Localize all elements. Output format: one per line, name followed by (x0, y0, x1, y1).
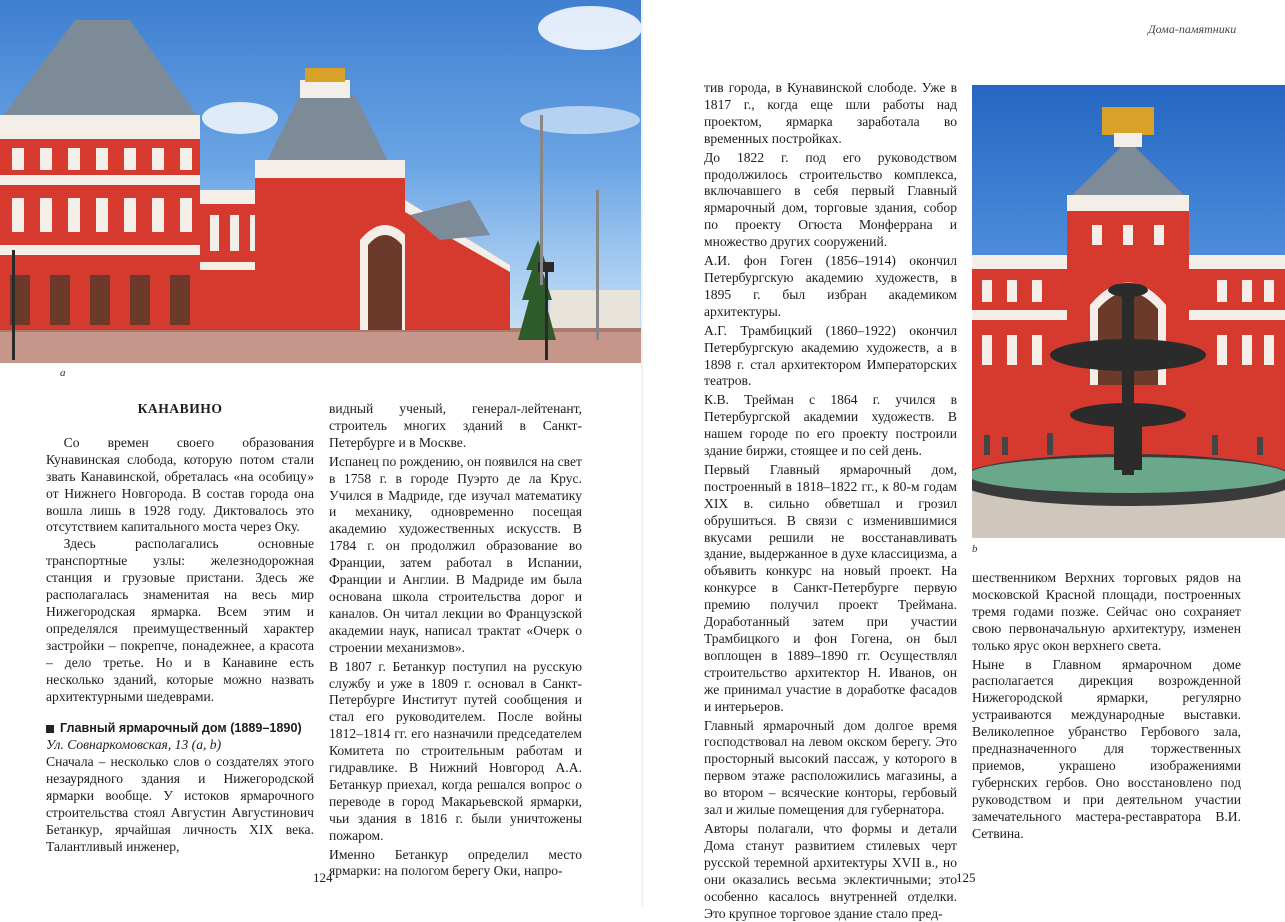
fair-house-panorama-illustration (0, 0, 642, 363)
bullet-square-icon (46, 725, 54, 733)
left-page-column-2 (329, 401, 582, 880)
section-heading: КАНАВИНО (137, 401, 223, 416)
fountain-and-fair-house-illustration (972, 85, 1285, 538)
paragraph: видный ученый, генерал-лейтенант, строитель многих зданий в Санкт-Петербурге и в Москве. (329, 401, 582, 450)
left-page-column-1 (46, 401, 314, 856)
paragraph: Сначала – несколько слов о создателях этого незаурядного здания и Нижегородской ярмарки вообще. У истоков ярмарочного строительства стоял Августин Августинович Бетанкур, ярчайшая личность XIX века. Талантливый инженер, (46, 754, 314, 854)
paragraph: Именно Бетанкур определил место ярмарки: на пологом берегу Оки, напро- (329, 846, 582, 879)
paragraph: К.В. Трейман с 1864 г. учился в Петербургской академии художеств. В нашем городе по его проекту построили здание биржи, стоящее и по сей день. (704, 392, 957, 459)
entry-title (46, 720, 314, 737)
right-page-column-2 (972, 570, 1241, 843)
entry-address-street: Ул. Совнаркомовская, 13 (46, 737, 189, 753)
paragraph: тив города, в Кунавинской слободе. Уже в 1817 г., когда еще шли работы над проектом, ярмарка заработала во временных постройках. (704, 80, 957, 146)
fair-house-panorama-photo (0, 0, 642, 363)
paragraph: До 1822 г. под его руководством продолжилось строительство комплекса, включавшего в себя первый Главный ярмарочный дом, торговые здания, собор по проекту Огюста Монферрана и множество других сооружений. (704, 149, 957, 250)
paragraph: А.И. фон Гоген (1856–1914) окончил Петербургскую академию художеств, в 1895 г. был избран академиком архитектуры. (704, 253, 957, 319)
photo-caption-b: b (972, 543, 978, 555)
paragraph: Испанец по рождению, он появился на свет в 1758 г. в городе Пуэрто де ла Крус. Учился в Мадриде, где изучал математику и механику, одновременно посещая академию художественных искусств. В 1784 г. он продолжил образование во Франции, затем работал в Испании, Франции и Англии. В Мадриде им была основана школа строительства дорог и каналов. Он читал лекции во Французской академии наук, написал трактат «Очерк о строении механизмов». (329, 453, 582, 655)
paragraph: Ныне в Главном ярмарочном доме располагается дирекция возрожденной Нижегородской ярмарки, регулярно устраиваются международные выставки. Великолепное убранство Гербового зала, предназначенного для торжественных приемов, украшено изображениями губернских гербов. Оно восстановлено под руководством и при деятельном участии замечательного мастера-реставратора В.И. Сетвина. (972, 656, 1241, 841)
page-number: 124 (313, 870, 333, 885)
photo-caption-a: a (60, 367, 66, 379)
paragraph: Первый Главный ярмарочный дом, построенный в 1818–1822 гг., к 80-м годам XIX в. сильно обветшал и грозил обрушиться. В связи с изменившимися вкусами решили не восстанавливать здание, выдержанное в духе классицизма, а объявить конкурс на новый проект. На конкурсе в Санкт-Петербурге первую премию получил проект Треймана. Доработанный затем при участии Трамбицкого и фон Гогена, он был воплощен в 1889–1890 гг. Осуществлял строительство архитектор Н. Иванов, он же принимал участие в доработке фасадов и интерьеров. (704, 461, 957, 714)
entry-address-refs: (a, b) (191, 737, 222, 753)
paragraph: Главный ярмарочный дом долгое время господствовал на левом окском берегу. Это просторный высокий пассаж, у которого в первом этаже расположились магазины, а во втором – всяческие конторы, гербовый зал и жилые помещения для губернатора. (704, 717, 957, 818)
paragraph: Авторы полагали, что формы и детали Дома станут развитием стилевых черт русской теремной архитектуры XVII в., но они оказались весьма эклектичными; это особенно касалось внутренней отделки. Это крупное торговое здание стало пред- (704, 820, 957, 921)
paragraph: шественником Верхних торговых рядов на московской Красной площади, построенных тремя годами позже. Сейчас оно сохраняет свою первоначальную архитектуру, изменен только ярус окон верхнего света. (972, 570, 1241, 653)
right-page (643, 0, 1285, 921)
page-number: 125 (956, 870, 976, 885)
fountain-and-fair-house-photo (972, 85, 1285, 538)
left-page (0, 0, 642, 907)
paragraph: Здесь располагались основные транспортные узлы: железнодорожная станция и грузовые пристани. Здесь же располагалась знаменитая на весь мир Нижегородская ярмарка. Всем этим и определялся преимущественный характер застройки – покрепче, понадежнее, а красота – дело третье. Но и в Канавине есть несколько зданий, которые можно назвать архитектурными шедеврами. (46, 536, 314, 704)
right-page-column-1 (704, 80, 957, 922)
entry-title-text: Главный ярмарочный дом (1889–1890) (60, 721, 302, 736)
paragraph: Со времен своего образования Кунавинская слобода, которую потом стали звать Канавинской, обреталась «на особицу» от Нижнего Новгорода. В состав города она вошла лишь в 1928 году. Диктовалось это отсутствием капитального моста через Оку. (46, 434, 314, 535)
paragraph: В 1807 г. Бетанкур поступил на русскую службу и уже в 1809 г. основал в Санкт-Петербурге Институт путей сообщения и стал его руководителем. После войны 1812–1814 гг. его назначили председателем Комитета по строительным работам и гидравлике. В Нижний Новгород А.А. Бетанкур приехал, когда решался вопрос о переводе в город Макарьевской ярмарки, чьи здания в 1816 г. были уничтожены пожаром. (329, 658, 582, 843)
paragraph: А.Г. Трамбицкий (1860–1922) окончил Петербургскую академию художеств, а в 1898 г. стал архитектором Императорских театров. (704, 322, 957, 389)
entry-address (46, 737, 314, 754)
running-head: Дома-памятники (1148, 22, 1237, 36)
